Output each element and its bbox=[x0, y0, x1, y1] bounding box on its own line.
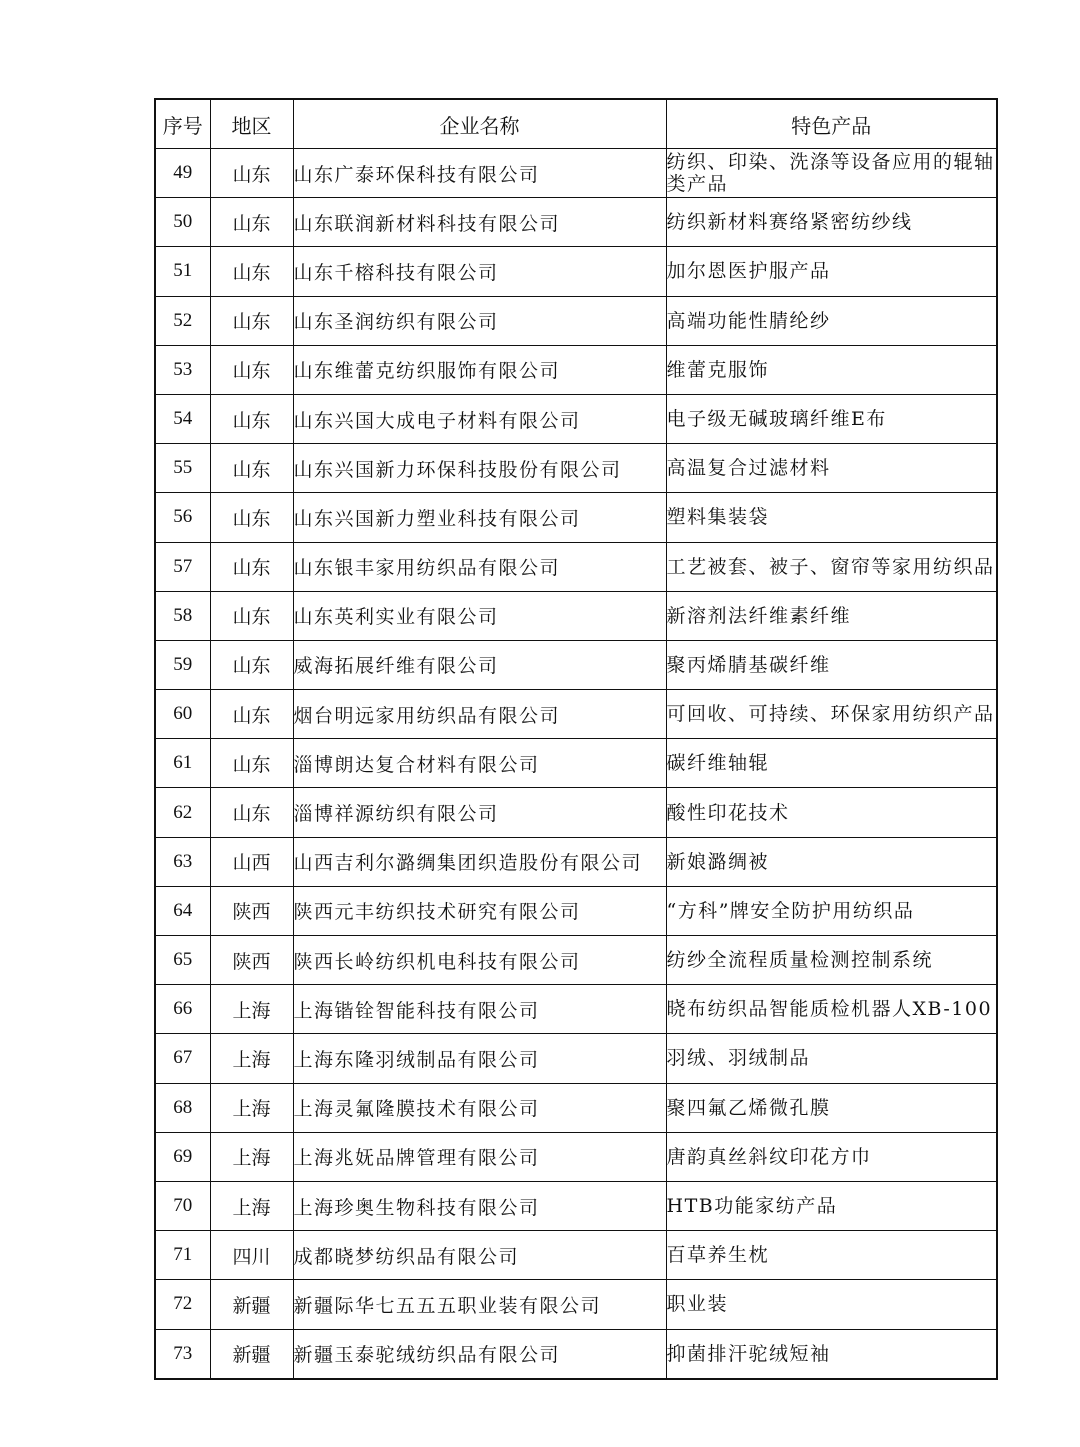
header-serial-no: 序号 bbox=[155, 99, 210, 149]
featured-product-cell: 可回收、可持续、环保家用纺织产品 bbox=[666, 690, 997, 739]
table-row bbox=[155, 936, 997, 985]
table-body bbox=[155, 149, 997, 1379]
featured-product-cell: 纺织新材料赛络紧密纺纱线 bbox=[666, 198, 997, 247]
serial-no-cell: 67 bbox=[155, 1034, 210, 1083]
table-row bbox=[155, 198, 997, 247]
header-featured-product: 特色产品 bbox=[666, 99, 997, 149]
featured-product-cell: 聚四氟乙烯微孔膜 bbox=[666, 1083, 997, 1132]
company-name-cell: 上海锴铨智能科技有限公司 bbox=[293, 985, 666, 1034]
serial-no-cell: 61 bbox=[155, 739, 210, 788]
region-cell: 山东 bbox=[210, 542, 293, 591]
featured-product-cell: 晓布纺织品智能质检机器人XB-100 bbox=[666, 985, 997, 1034]
company-name-cell: 陕西长岭纺织机电科技有限公司 bbox=[293, 936, 666, 985]
featured-product-cell: 新娘潞绸被 bbox=[666, 837, 997, 886]
company-name-cell: 上海兆妩品牌管理有限公司 bbox=[293, 1132, 666, 1181]
company-name-cell: 山东兴国新力塑业科技有限公司 bbox=[293, 493, 666, 542]
region-cell: 山东 bbox=[210, 690, 293, 739]
serial-no-cell: 68 bbox=[155, 1083, 210, 1132]
serial-no-cell: 49 bbox=[155, 149, 210, 198]
featured-product-cell: “方科”牌安全防护用纺织品 bbox=[666, 886, 997, 935]
table-row bbox=[155, 886, 997, 935]
table-row bbox=[155, 1280, 997, 1329]
featured-product-cell: 聚丙烯腈基碳纤维 bbox=[666, 640, 997, 689]
company-name-cell: 山西吉利尔潞绸集团织造股份有限公司 bbox=[293, 837, 666, 886]
featured-product-cell: 唐韵真丝斜纹印花方巾 bbox=[666, 1132, 997, 1181]
featured-product-cell: 酸性印花技术 bbox=[666, 788, 997, 837]
region-cell: 新疆 bbox=[210, 1280, 293, 1329]
table-header bbox=[155, 99, 997, 149]
region-cell: 山东 bbox=[210, 739, 293, 788]
serial-no-cell: 51 bbox=[155, 247, 210, 296]
serial-no-cell: 56 bbox=[155, 493, 210, 542]
serial-no-cell: 66 bbox=[155, 985, 210, 1034]
featured-product-cell: 抑菌排汗驼绒短袖 bbox=[666, 1329, 997, 1379]
company-name-cell: 山东兴国新力环保科技股份有限公司 bbox=[293, 444, 666, 493]
serial-no-cell: 58 bbox=[155, 591, 210, 640]
company-name-cell: 淄博朗达复合材料有限公司 bbox=[293, 739, 666, 788]
table-row bbox=[155, 542, 997, 591]
table-row bbox=[155, 247, 997, 296]
company-name-cell: 山东联润新材料科技有限公司 bbox=[293, 198, 666, 247]
region-cell: 陕西 bbox=[210, 886, 293, 935]
serial-no-cell: 50 bbox=[155, 198, 210, 247]
featured-product-cell: 工艺被套、被子、窗帘等家用纺织品 bbox=[666, 542, 997, 591]
region-cell: 山东 bbox=[210, 394, 293, 443]
company-name-cell: 山东广泰环保科技有限公司 bbox=[293, 149, 666, 198]
company-name-cell: 山东兴国大成电子材料有限公司 bbox=[293, 394, 666, 443]
company-name-cell: 陕西元丰纺织技术研究有限公司 bbox=[293, 886, 666, 935]
table-row bbox=[155, 296, 997, 345]
region-cell: 山东 bbox=[210, 149, 293, 198]
company-name-cell: 山东银丰家用纺织品有限公司 bbox=[293, 542, 666, 591]
region-cell: 上海 bbox=[210, 985, 293, 1034]
company-name-cell: 威海拓展纤维有限公司 bbox=[293, 640, 666, 689]
featured-product-cell: 纺纱全流程质量检测控制系统 bbox=[666, 936, 997, 985]
region-cell: 陕西 bbox=[210, 936, 293, 985]
serial-no-cell: 52 bbox=[155, 296, 210, 345]
serial-no-cell: 69 bbox=[155, 1132, 210, 1181]
region-cell: 山东 bbox=[210, 640, 293, 689]
region-cell: 上海 bbox=[210, 1083, 293, 1132]
table-row bbox=[155, 394, 997, 443]
table-row bbox=[155, 1231, 997, 1280]
featured-product-cell: 高端功能性腈纶纱 bbox=[666, 296, 997, 345]
table-row bbox=[155, 640, 997, 689]
featured-product-cell: 电子级无碱玻璃纤维E布 bbox=[666, 394, 997, 443]
company-name-cell: 烟台明远家用纺织品有限公司 bbox=[293, 690, 666, 739]
featured-product-cell: 纺织、印染、洗涤等设备应用的辊轴类产品 bbox=[666, 149, 997, 198]
company-name-cell: 山东圣润纺织有限公司 bbox=[293, 296, 666, 345]
table-row bbox=[155, 985, 997, 1034]
serial-no-cell: 62 bbox=[155, 788, 210, 837]
company-name-cell: 成都晓梦纺织品有限公司 bbox=[293, 1231, 666, 1280]
featured-product-cell: HTB功能家纺产品 bbox=[666, 1181, 997, 1230]
table-row bbox=[155, 739, 997, 788]
table-row bbox=[155, 345, 997, 394]
table-row bbox=[155, 591, 997, 640]
featured-product-cell: 羽绒、羽绒制品 bbox=[666, 1034, 997, 1083]
featured-product-cell: 维蕾克服饰 bbox=[666, 345, 997, 394]
table-row bbox=[155, 1181, 997, 1230]
serial-no-cell: 65 bbox=[155, 936, 210, 985]
header-company-name: 企业名称 bbox=[293, 99, 666, 149]
region-cell: 山东 bbox=[210, 788, 293, 837]
region-cell: 山东 bbox=[210, 345, 293, 394]
table-row bbox=[155, 444, 997, 493]
table-row bbox=[155, 1329, 997, 1379]
company-name-cell: 上海灵氟隆膜技术有限公司 bbox=[293, 1083, 666, 1132]
region-cell: 山东 bbox=[210, 444, 293, 493]
serial-no-cell: 63 bbox=[155, 837, 210, 886]
serial-no-cell: 55 bbox=[155, 444, 210, 493]
company-name-cell: 山东维蕾克纺织服饰有限公司 bbox=[293, 345, 666, 394]
company-name-cell: 上海东隆羽绒制品有限公司 bbox=[293, 1034, 666, 1083]
region-cell: 山东 bbox=[210, 198, 293, 247]
table-row bbox=[155, 1083, 997, 1132]
featured-product-cell: 碳纤维轴辊 bbox=[666, 739, 997, 788]
table-row bbox=[155, 837, 997, 886]
region-cell: 四川 bbox=[210, 1231, 293, 1280]
table-row bbox=[155, 1132, 997, 1181]
region-cell: 山西 bbox=[210, 837, 293, 886]
table-row bbox=[155, 493, 997, 542]
serial-no-cell: 71 bbox=[155, 1231, 210, 1280]
serial-no-cell: 64 bbox=[155, 886, 210, 935]
serial-no-cell: 73 bbox=[155, 1329, 210, 1379]
table-row bbox=[155, 788, 997, 837]
table-row bbox=[155, 1034, 997, 1083]
serial-no-cell: 54 bbox=[155, 394, 210, 443]
featured-product-cell: 百草养生枕 bbox=[666, 1231, 997, 1280]
region-cell: 山东 bbox=[210, 591, 293, 640]
region-cell: 上海 bbox=[210, 1034, 293, 1083]
serial-no-cell: 72 bbox=[155, 1280, 210, 1329]
featured-product-cell: 加尔恩医护服产品 bbox=[666, 247, 997, 296]
company-name-cell: 新疆玉泰驼绒纺织品有限公司 bbox=[293, 1329, 666, 1379]
featured-product-cell: 职业装 bbox=[666, 1280, 997, 1329]
region-cell: 山东 bbox=[210, 493, 293, 542]
enterprise-table bbox=[154, 98, 998, 1380]
company-name-cell: 上海珍奥生物科技有限公司 bbox=[293, 1181, 666, 1230]
serial-no-cell: 70 bbox=[155, 1181, 210, 1230]
company-name-cell: 山东英利实业有限公司 bbox=[293, 591, 666, 640]
table-row bbox=[155, 149, 997, 198]
header-region: 地区 bbox=[210, 99, 293, 149]
featured-product-cell: 新溶剂法纤维素纤维 bbox=[666, 591, 997, 640]
company-name-cell: 新疆际华七五五五职业装有限公司 bbox=[293, 1280, 666, 1329]
serial-no-cell: 53 bbox=[155, 345, 210, 394]
region-cell: 山东 bbox=[210, 247, 293, 296]
serial-no-cell: 60 bbox=[155, 690, 210, 739]
serial-no-cell: 57 bbox=[155, 542, 210, 591]
company-name-cell: 山东千榕科技有限公司 bbox=[293, 247, 666, 296]
region-cell: 上海 bbox=[210, 1181, 293, 1230]
region-cell: 上海 bbox=[210, 1132, 293, 1181]
featured-product-cell: 高温复合过滤材料 bbox=[666, 444, 997, 493]
header-row bbox=[155, 99, 997, 149]
table-row bbox=[155, 690, 997, 739]
featured-product-cell: 塑料集装袋 bbox=[666, 493, 997, 542]
region-cell: 新疆 bbox=[210, 1329, 293, 1379]
serial-no-cell: 59 bbox=[155, 640, 210, 689]
region-cell: 山东 bbox=[210, 296, 293, 345]
company-name-cell: 淄博祥源纺织有限公司 bbox=[293, 788, 666, 837]
